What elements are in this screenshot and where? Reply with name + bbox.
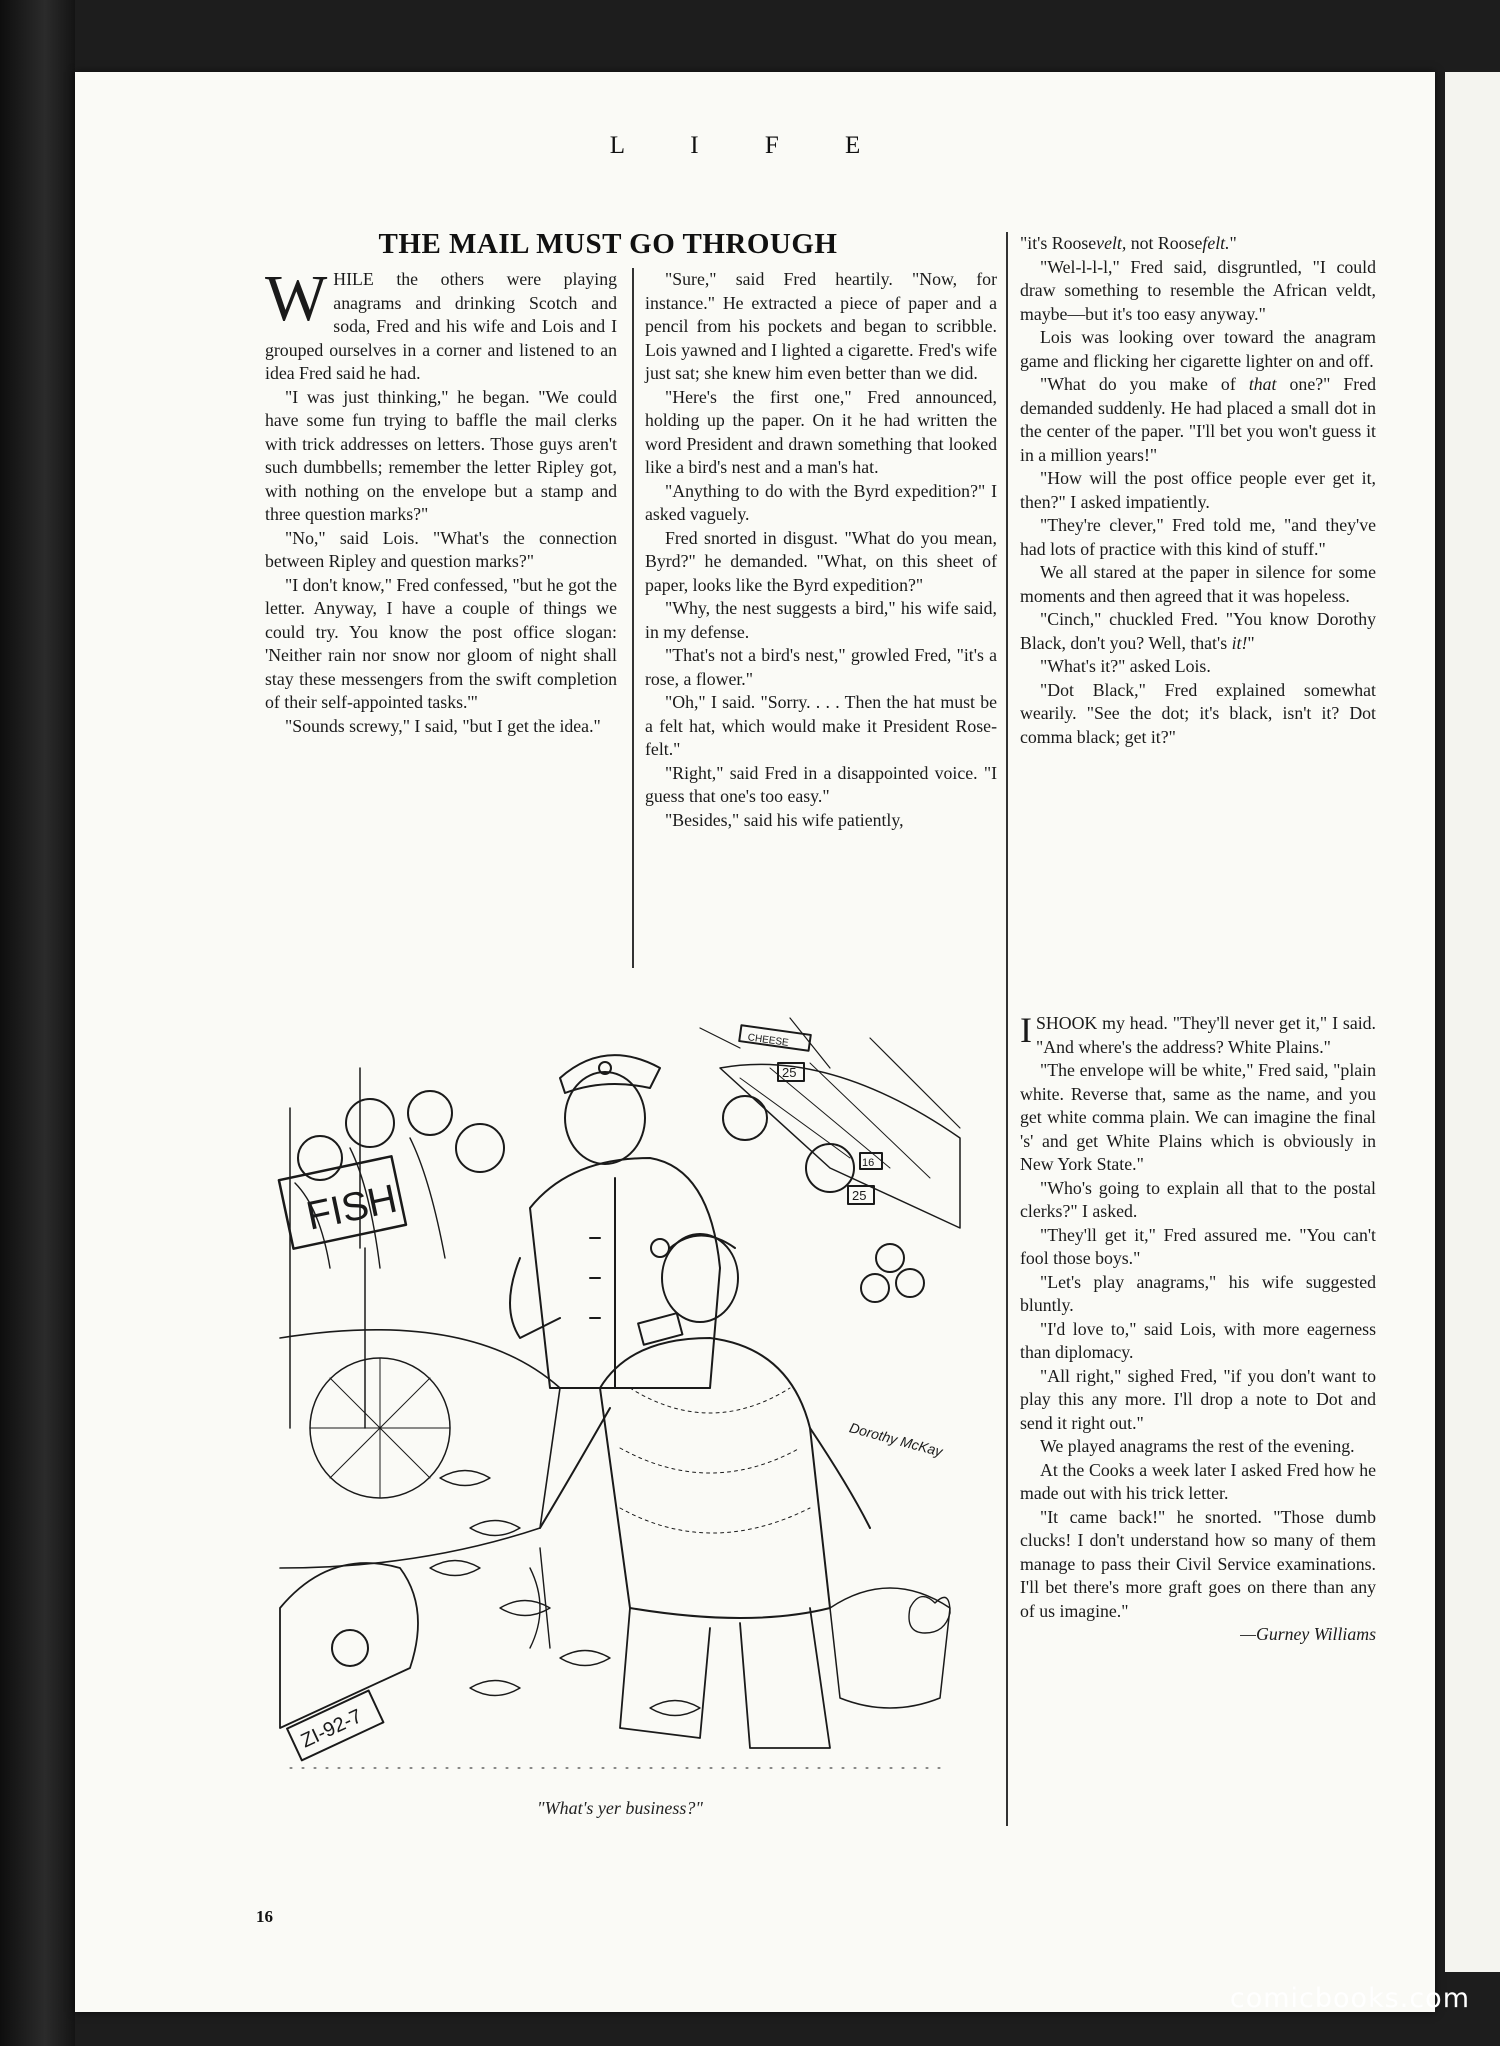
paragraph: "Wel-l-l-l," Fred said, disgruntled, "I could draw something to resemble the African veldt, maybe—but it's too easy anyway." (1020, 256, 1376, 324)
paragraph: We all stared at the paper in silence for some moments and then agreed that it was hopeless. (1020, 562, 1376, 606)
column-rule (632, 268, 634, 968)
drop-cap: W (265, 262, 328, 335)
paragraph: "That's not a bird's nest," growled Fred, "it's a rose, a flower." (645, 645, 997, 689)
paragraph: WHILE the others were playing anagrams and drinking Scotch and soda, Fred and his wife and Lois and I grouped ourselves in a corner and listened to an idea Fred said he had. (265, 262, 617, 383)
paragraph: "Here's the first one," Fred announced, holding up the paper. On it he had written the word President and drawn something that looked like a bird's nest and a man's hat. (645, 386, 997, 477)
paragraph: "They'll get it," Fred assured me. "You can't fool those boys." (1020, 1224, 1376, 1268)
paragraph: We played anagrams the rest of the evening. (1040, 1436, 1355, 1456)
paragraph: "All right," sighed Fred, "if you don't want to play this any more. I'll drop a note to Dot and send it right out." (1020, 1365, 1376, 1433)
paragraph: "Anything to do with the Byrd expedition?" I asked vaguely. (645, 480, 997, 524)
column-1 (265, 262, 617, 738)
paragraph: "How will the post office people ever get it, then?" I asked impatiently. (1020, 468, 1376, 512)
next-page-edge (1445, 72, 1500, 1972)
paragraph: "I'd love to," said Lois, with more eagerness than diplomacy. (1020, 1318, 1376, 1362)
scan-border-left (0, 0, 75, 2046)
paragraph: "I was just thinking," he began. "We could have some fun trying to baffle the mail clerks with trick addresses on letters. Those guys aren't such dumbbells; remember the letter Ripley got, with nothing on the envelope but a stamp and three question marks?" (265, 386, 617, 524)
cartoon-illustration (270, 1008, 970, 1780)
paragraph: "Sure," said Fred heartily. "Now, for instance." He extracted a piece of paper and a pencil from his pockets and began to scribble. Lois yawned and I lighted a cigarette. Fred's wife just sat; she knew him even better than we did. (645, 269, 997, 383)
license-plate-text: ZI-92-7 (297, 1705, 366, 1753)
masthead: L I F E (609, 132, 891, 159)
price-tag: 25 (852, 1188, 867, 1203)
column-4 (1020, 1012, 1376, 1647)
paragraph: "They're clever," Fred told me, "and they've had lots of practice with this kind of stuff." (1020, 515, 1376, 559)
fish-sign-text: FISH (302, 1176, 401, 1239)
illustration-caption: "What's yer business?" (537, 1798, 703, 1818)
paragraph: Lois was looking over toward the anagram game and flicking her cigarette lighter on and off. (1020, 327, 1376, 371)
artist-signature: Dorothy McKay (847, 1419, 945, 1460)
paragraph: "The envelope will be white," Fred said, "plain white. Reverse that, same as the name, and you get white comma plain. We can imagine the final 's' and get White Plains which is obviously in New York State." (1020, 1060, 1376, 1174)
paragraph: "Cinch," chuckled Fred. "You know Dorothy Black, don't you? Well, that's it!" (1020, 609, 1376, 653)
shop-sign-text: CHEESE (747, 1032, 790, 1049)
drop-cap: I (1020, 1010, 1032, 1050)
price-tag: 25 (782, 1065, 797, 1080)
paragraph: "I don't know," Fred confessed, "but he got the letter. Anyway, I have a couple of things we could try. You know the post office slogan: 'Neither rain nor snow nor gloom of night shall stay these messengers from the swift completion of their self-appointed tasks.'" (265, 574, 617, 712)
paragraph: "Besides," said his wife patiently, (665, 809, 904, 830)
paragraph: "Dot Black," Fred explained somewhat wearily. "See the dot; it's black, isn't it? Dot comma black; get it?" (1020, 679, 1376, 747)
column-2 (645, 268, 997, 832)
paragraph: "It came back!" he snorted. "Those dumb clucks! I don't understand how so many of them manage to pass their Civil Service examinations. I'll bet there's more graft goes on there than any of us imagine." (1020, 1506, 1376, 1621)
column-rule (1006, 232, 1008, 1826)
paragraph: "What do you make of that one?" Fred demanded suddenly. He had placed a small dot in the center of the paper. "I'll bet you won't guess it in a million years!" (1020, 374, 1377, 465)
byline: —Gurney Williams (1240, 1624, 1376, 1644)
price-tag: 16 (862, 1157, 875, 1169)
article-title: THE MAIL MUST GO THROUGH (378, 228, 838, 260)
paragraph: "Sounds screwy," I said, "but I get the idea." (285, 715, 601, 736)
paragraph: "Who's going to explain all that to the postal clerks?" I asked. (1020, 1177, 1376, 1221)
watermark: comicbooks.com (1229, 1983, 1470, 2014)
paragraph: "it's Roosevelt, not Roosefelt." (1020, 233, 1237, 253)
page-number: 16 (256, 1907, 273, 1926)
paragraph: "Right," said Fred in a disappointed voice. "I guess that one's too easy." (645, 762, 997, 806)
paragraph: "No," said Lois. "What's the connection between Ripley and question marks?" (265, 527, 617, 571)
column-3 (1020, 232, 1376, 749)
paragraph: "Why, the nest suggests a bird," his wife said, in my defense. (645, 598, 997, 642)
paragraph: ISHOOK my head. "They'll never get it," I said. "And where's the address? White Plains." (1020, 1010, 1376, 1057)
paragraph: Fred snorted in disgust. "What do you mean, Byrd?" he demanded. "What, on this sheet of paper, looks like the Byrd expedition?" (645, 527, 997, 595)
paragraph: "What's it?" asked Lois. (1040, 656, 1211, 676)
paragraph: "Oh," I said. "Sorry. . . . Then the hat must be a felt hat, which would make it President Rose-felt." (645, 692, 997, 759)
paragraph: At the Cooks a week later I asked Fred how he made out with his trick letter. (1020, 1459, 1376, 1503)
paragraph: "Let's play anagrams," his wife suggested bluntly. (1020, 1271, 1376, 1315)
